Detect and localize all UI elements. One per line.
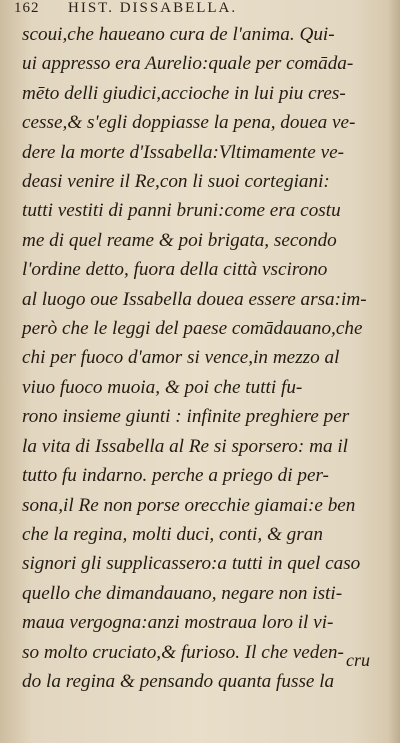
catchword: cru: [346, 650, 370, 670]
text-line: do la regina & pensando quanta fusse la: [22, 670, 335, 692]
text-line: ui appresso era Aurelio:quale per comāda-: [22, 53, 354, 75]
text-line: chi per fuoco d'amor si vence,in mezzo al: [22, 347, 340, 369]
text-line: maua vergogna:anzi mostraua loro il vi-: [22, 612, 334, 634]
text-line: mēto delli giudici,accioche in lui piu cres-: [22, 82, 346, 104]
text-line: che la regina, molti duci, conti, & gran: [22, 523, 323, 545]
page-number: 162: [14, 0, 40, 16]
page-edge-shadow: [388, 0, 400, 743]
text-line: la vita di Issabella al Re si sporsero: ma il: [22, 435, 348, 457]
text-line: sona,il Re non porse orecchie giamai:e ben: [22, 494, 356, 516]
text-line: scoui,che haueano cura de l'anima. Qui-: [22, 24, 335, 45]
text-line: tutti vestiti di panni bruni:come era costu: [22, 200, 341, 222]
text-line: al luogo oue Issabella douea essere arsa:im-: [22, 288, 367, 310]
text-line: deasi venire il Re,con li suoi cortegiani:: [22, 171, 330, 193]
text-line: tutto fu indarno. perche a priego di per-: [22, 465, 329, 487]
text-line: dere la morte d'Issabella:Vltimamente ve-: [22, 141, 345, 163]
page-header: [0, 0, 400, 22]
text-line: rono insieme giunti : infinite preghiere per: [22, 406, 350, 428]
text-line: viuo fuoco muoia, & poi che tutti fu-: [22, 376, 303, 398]
text-line: però che le leggi del paese comādauano,che: [22, 318, 363, 340]
text-line: me di quel reame & poi brigata, secondo: [22, 229, 337, 251]
text-line: signori gli supplicassero:a tutti in quel caso: [22, 553, 361, 575]
text-line: so molto cruciato,& furioso. Il che veden-: [22, 641, 344, 663]
text-line: l'ordine detto, fuora della città vscirono: [22, 259, 328, 281]
text-line: quello che dimandauano, negare non isti-: [22, 582, 343, 604]
running-title: HIST. DISSABELLA.: [68, 0, 238, 16]
body-text: [22, 20, 374, 696]
text-line: cesse,& s'egli doppiasse la pena, douea ve-: [22, 112, 356, 134]
